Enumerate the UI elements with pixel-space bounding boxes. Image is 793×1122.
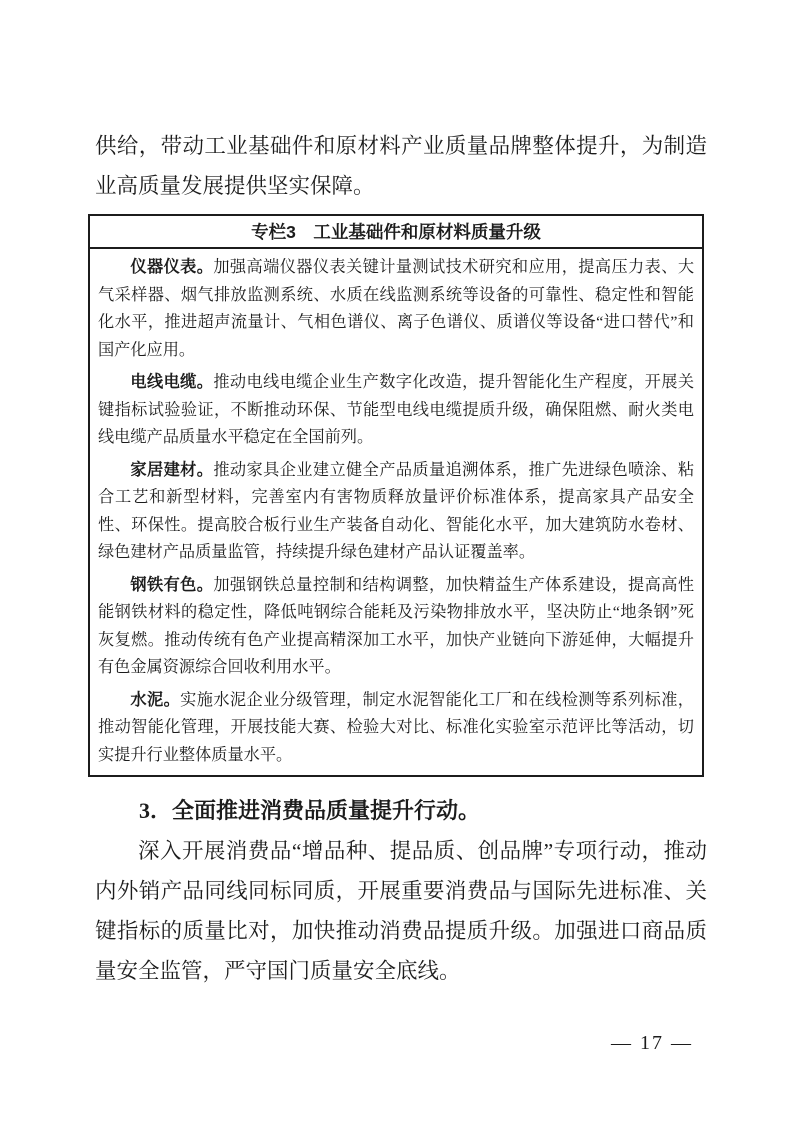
box-paragraph-wires xyxy=(98,369,694,452)
box-paragraph-lead: 家居建材。 xyxy=(130,460,214,479)
box-paragraph-text: 加强高端仪器仪表关键计量测试技术研究和应用，提高压力表、大气采样器、烟气排放监测系统、水质在线监测系统等设备的可靠性、稳定性和智能化水平，推进超声流量计、气相色谱仪、离子色谱仪、质谱仪等设备“进口替代”和国产化应用。 xyxy=(98,258,695,359)
box-paragraph-lead: 水泥。 xyxy=(130,690,181,709)
section-heading-3: 3．全面推进消费品质量提升行动。 xyxy=(139,798,481,823)
intro-paragraph: 供给，带动工业基础件和原材料产业质量品牌整体提升，为制造业高质量发展提供坚实保障。 xyxy=(95,134,707,198)
body-paragraph: 深入开展消费品“增品种、提品质、创品牌”专项行动，推动内外销产品同线同标同质，开展重要消费品与国际先进标准、关键指标的质量比对，加快推动消费品提质升级。加强进口商品质量安全监管，严守国门质量安全底线。 xyxy=(95,839,707,983)
box-paragraph-lead: 钢铁有色。 xyxy=(130,575,214,594)
box-paragraph-instruments xyxy=(98,254,694,364)
page-number: — 17 — xyxy=(611,1032,693,1054)
box-paragraph-steel xyxy=(98,572,694,682)
box-paragraph-furniture xyxy=(98,457,694,567)
box-paragraph-text: 推动电线电缆企业生产数字化改造，提升智能化生产程度，开展关键指标试验验证，不断推动环保、节能型电线电缆提质升级，确保阻燃、耐火类电线电缆产品质量水平稳定在全国前列。 xyxy=(98,373,695,446)
box-paragraph-lead: 仪器仪表。 xyxy=(130,258,214,276)
box-paragraph-text: 加强钢铁总量控制和结构调整，加快精益生产体系建设，提高高性能钢铁材料的稳定性，降低吨钢综合能耗及污染物排放水平，坚决防止“地条钢”死灰复燃。推动传统有色产业提高精深加工水平，加快产业链向下游延伸，大幅提升有色金属资源综合回收利用水平。 xyxy=(98,575,695,676)
box-paragraph-text: 实施水泥企业分级管理，制定水泥智能化工厂和在线检测等系列标准，推动智能化管理，开展技能大赛、检验大对比、标准化实验室示范评比等活动，切实提升行业整体质量水平。 xyxy=(98,690,694,764)
page-content xyxy=(95,126,707,991)
box-paragraph-cement xyxy=(98,687,694,770)
box-paragraph-lead: 电线电缆。 xyxy=(130,373,214,391)
column-box-3 xyxy=(88,214,704,777)
box-paragraph-text: 推动家具企业建立健全产品质量追溯体系，推广先进绿色喷涂、粘合工艺和新型材料，完善室内有害物质释放量评价标准体系，提高家具产品安全性、环保性。提高胶合板行业生产装备自动化、智能化水平，加大建筑防水卷材、绿色建材产品质量监管，持续提升绿色建材产品认证覆盖率。 xyxy=(98,460,695,561)
column-box-body xyxy=(90,249,702,775)
column-box-title: 专栏3 工业基础件和原材料质量升级 xyxy=(90,216,702,249)
